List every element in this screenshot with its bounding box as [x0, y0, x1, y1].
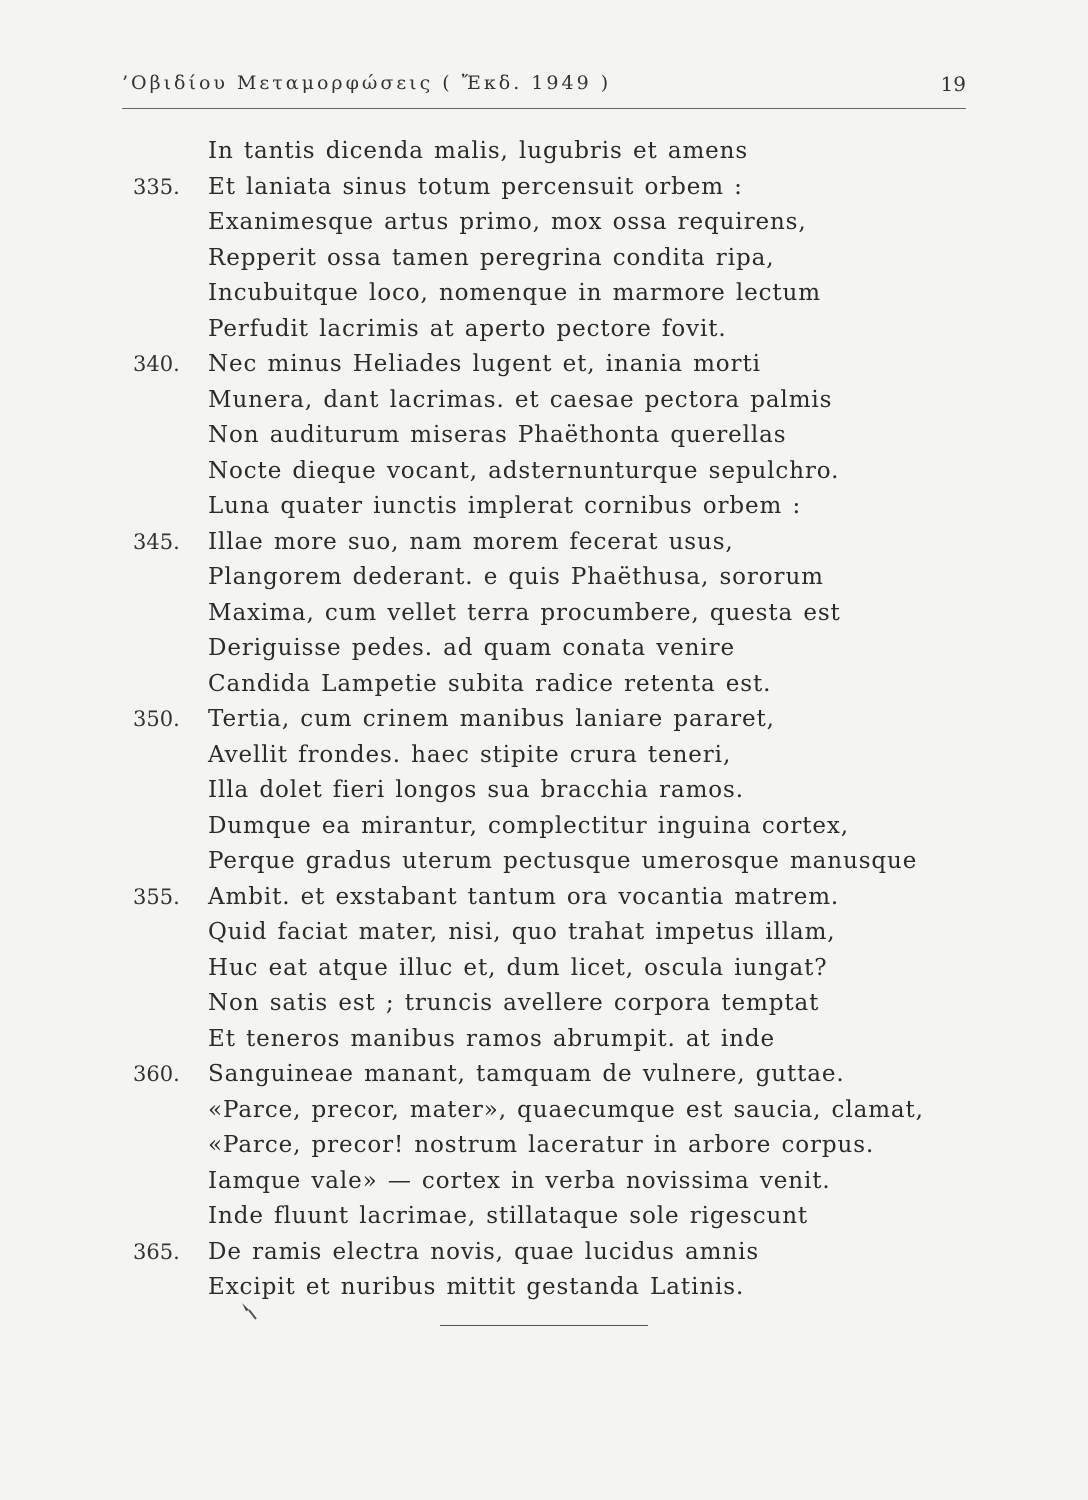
line-text: Munera, dant lacrimas. et caesae pectora palmis [208, 386, 833, 413]
line-text: Sanguineae manant, tamquam de vulnere, guttae. [208, 1061, 845, 1087]
end-rule [440, 1325, 648, 1326]
verse-line [0, 738, 1088, 774]
verse-line [0, 170, 1088, 206]
verse-line [0, 312, 1088, 348]
verse-line [0, 702, 1088, 738]
line-number: 340. [133, 352, 180, 376]
line-text: De ramis electra novis, quae lucidus amnis [208, 1238, 760, 1265]
line-text: Repperit ossa tamen peregrina condita ripa, [208, 244, 775, 271]
line-text: Huc eat atque illuc et, dum licet, oscula iungat? [208, 954, 828, 981]
verse-line [0, 383, 1088, 419]
verse-line [0, 1128, 1088, 1164]
line-text: Deriguisse pedes. ad quam conata venire [208, 635, 736, 661]
line-text: Dumque ea mirantur, complectitur inguina cortex, [208, 812, 850, 839]
verse-line [0, 773, 1088, 809]
ink-mark-icon [236, 1298, 264, 1326]
verse-line [0, 347, 1088, 383]
line-text: Tertia, cum crinem manibus laniare pararet, [208, 706, 775, 732]
line-text: Avellit frondes. haec stipite crura teneri, [208, 741, 732, 768]
line-text: Excipit et nuribus mittit gestanda Latinis. [208, 1274, 745, 1300]
verse-line [0, 809, 1088, 845]
verse-line [0, 489, 1088, 525]
line-text: Ambit. et exstabant tantum ora vocantia matrem. [208, 883, 840, 910]
line-text: Exanimesque artus primo, mox ossa requirens, [208, 209, 807, 235]
line-text: Luna quater iunctis implerat cornibus orbem : [208, 493, 802, 519]
verse-line [0, 205, 1088, 241]
header-rule [122, 108, 966, 109]
line-text: Plangorem dederant. e quis Phaëthusa, sororum [208, 564, 824, 590]
verse-line [0, 241, 1088, 277]
line-text: Et teneros manibus ramos abrumpit. at inde [208, 1025, 775, 1052]
verse-line [0, 1270, 1088, 1306]
line-number: 355. [133, 884, 180, 909]
verse-line [0, 454, 1088, 490]
page-number: 19 [940, 72, 966, 96]
verse-line [0, 596, 1088, 632]
line-text: In tantis dicenda malis, lugubris et amens [208, 138, 749, 164]
line-text: Et laniata sinus totum percensuit orbem : [208, 173, 743, 200]
verse-line [0, 667, 1088, 703]
line-number: 335. [133, 174, 180, 199]
running-head [122, 72, 966, 106]
verse-line [0, 951, 1088, 987]
line-text: Inde fluunt lacrimae, stillataque sole rigescunt [208, 1203, 809, 1229]
verse-line [0, 525, 1088, 561]
verse-line [0, 1235, 1088, 1271]
line-text: «Parce, precor, mater», quaecumque est saucia, clamat, [208, 1096, 924, 1123]
line-number: 360. [133, 1062, 180, 1086]
verse-line [0, 986, 1088, 1022]
line-number: 350. [133, 707, 180, 731]
verse-line [0, 844, 1088, 880]
line-text: Nec minus Heliades lugent et, inania morti [208, 351, 761, 377]
line-text: Incubuitque loco, nomenque in marmore lectum [208, 280, 821, 306]
verse-line [0, 1057, 1088, 1093]
line-text: Non satis est ; truncis avellere corpora temptat [208, 990, 820, 1016]
verse-line [0, 915, 1088, 951]
verse-line [0, 276, 1088, 312]
verse-line [0, 1199, 1088, 1235]
line-text: Quid faciat mater, nisi, quo trahat impetus illam, [208, 919, 836, 945]
line-number: 345. [133, 529, 180, 554]
line-text: Non auditurum miseras Phaëthonta querellas [208, 422, 787, 448]
line-text: Illae more suo, nam morem fecerat usus, [208, 528, 734, 555]
verse-line [0, 1022, 1088, 1058]
line-text: «Parce, precor! nostrum laceratur in arbore corpus. [208, 1132, 875, 1158]
verse-line [0, 134, 1088, 170]
verse-line [0, 1164, 1088, 1200]
verse-line [0, 1093, 1088, 1129]
line-text: Iamque vale» — cortex in verba novissima venit. [208, 1167, 831, 1194]
line-text: Nocte dieque vocant, adsternunturque sepulchro. [208, 457, 840, 484]
line-number: 365. [133, 1239, 180, 1264]
line-text: Candida Lampetie subita radice retenta est. [208, 670, 772, 697]
line-text: Illa dolet fieri longos sua bracchia ramos. [208, 777, 744, 803]
verse-line [0, 880, 1088, 916]
verse-block [0, 134, 1088, 1306]
line-text: Perfudit lacrimis at aperto pectore fovit. [208, 315, 727, 342]
verse-line [0, 560, 1088, 596]
line-text: Maxima, cum vellet terra procumbere, questa est [208, 599, 841, 626]
verse-line [0, 631, 1088, 667]
verse-line [0, 418, 1088, 454]
line-text: Perque gradus uterum pectusque umerosque manusque [208, 848, 918, 874]
running-title: ’Οβιδίου Μεταμορφώσεις ( Ἔκδ. 1949 ) [122, 72, 612, 94]
